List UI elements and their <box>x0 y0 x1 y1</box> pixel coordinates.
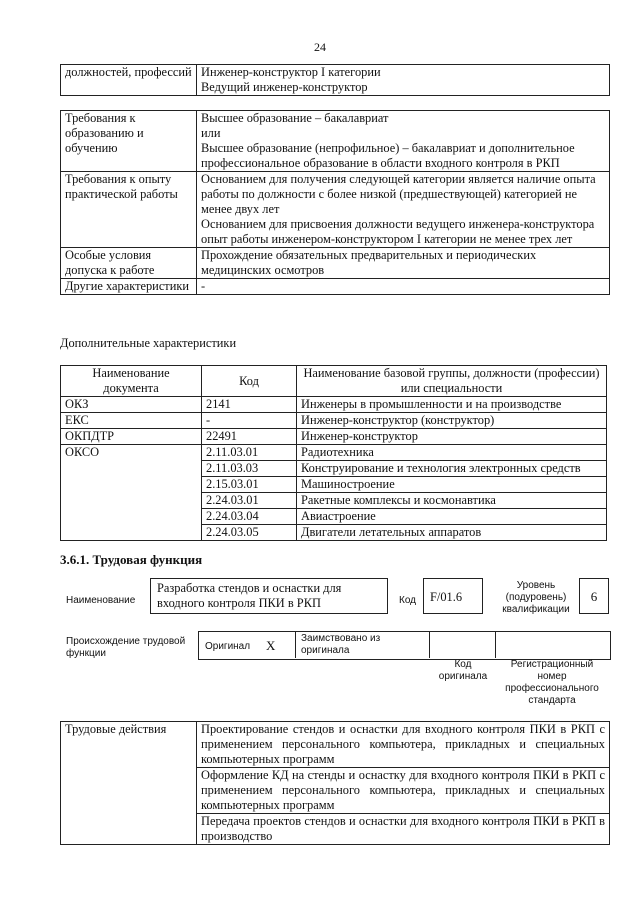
positions-label: должностей, профессий <box>61 65 197 96</box>
origin-divider <box>495 631 496 658</box>
action-item: Проектирование стендов и оснастки для входного контроля ПКИ в РКП с применением персонального компьютера, прикладных и специальных компьютерных программ <box>197 722 610 768</box>
req-value <box>197 111 610 172</box>
req-line: Высшее образование – бакалавриат <box>201 111 389 125</box>
additional-title: Дополнительные характеристики <box>60 336 237 350</box>
cell-doc: ЕКС <box>61 413 202 429</box>
additional-table <box>60 365 607 541</box>
cell-name: Инженеры в промышленности и на производстве <box>297 397 607 413</box>
req-line: или <box>201 126 221 140</box>
req-value: Прохождение обязательных предварительных и периодических медицинских осмотров <box>197 248 610 279</box>
req-label: Другие характеристики <box>61 279 197 295</box>
cell-code: 2.11.03.01 <box>202 445 297 461</box>
function-code-value: F/01.6 <box>423 578 483 614</box>
table-row <box>61 445 607 461</box>
borrowed-label: Заимствовано из оригинала <box>301 633 381 656</box>
positions-table <box>60 64 610 96</box>
cell-code: 2.24.03.04 <box>202 509 297 525</box>
header-doc: Наименование документа <box>61 366 202 397</box>
req-label: Требования к опыту практической работы <box>61 172 197 248</box>
req-row-education <box>61 111 610 172</box>
cell-code: 2.15.03.01 <box>202 477 297 493</box>
req-row-admission <box>61 248 610 279</box>
cell-name: Радиотехника <box>297 445 607 461</box>
additional-header-row <box>61 366 607 397</box>
cell-name: Инженер-конструктор <box>297 429 607 445</box>
origin-label: Происхождение трудовой функции <box>66 636 186 659</box>
req-line: Основанием для присвоения должности ведущего инженера-конструктора опыт работы инженером-конструктором I категории не менее трех лет <box>201 217 595 246</box>
req-label: Требования к образованию и обучению <box>61 111 197 172</box>
header-code: Код <box>202 366 297 397</box>
cell-name: Авиастроение <box>297 509 607 525</box>
actions-table <box>60 721 610 845</box>
table-row <box>61 397 607 413</box>
cell-code: 2.24.03.01 <box>202 493 297 509</box>
function-code-label: Код <box>399 595 417 606</box>
cell-name: Инженер-конструктор (конструктор) <box>297 413 607 429</box>
position-2: Ведущий инженер-конструктор <box>201 80 368 94</box>
req-line: Основанием для получения следующей категории является наличие опыта работы по должности с более низкой (предшествующей) категорией не менее двух лет <box>201 172 596 216</box>
origin-divider <box>295 631 296 658</box>
req-line: Высшее образование (непрофильное) – бакалавриат и дополнительное профессиональное образование в области входного контроля в РКП <box>201 141 575 170</box>
req-row-experience <box>61 172 610 248</box>
cell-name: Машиностроение <box>297 477 607 493</box>
cell-code: 2.24.03.05 <box>202 525 297 541</box>
cell-name: Ракетные комплексы и космонавтика <box>297 493 607 509</box>
actions-label: Трудовые действия <box>61 722 197 845</box>
action-item: Передача проектов стендов и оснастки для входного контроля ПКИ в РКП в производство <box>197 814 610 845</box>
level-label: Уровень (подуровень) квалификации <box>502 580 570 615</box>
function-name-label: Наименование <box>66 595 136 606</box>
cell-doc: ОКПДТР <box>61 429 202 445</box>
req-label: Особые условия допуска к работе <box>61 248 197 279</box>
positions-values <box>197 65 610 96</box>
header-name: Наименование базовой группы, должности (профессии) или специальности <box>297 366 607 397</box>
function-heading: 3.6.1. Трудовая функция <box>60 552 203 567</box>
req-value <box>197 172 610 248</box>
table-row <box>61 413 607 429</box>
action-item: Оформление КД на стенды и оснастку для входного контроля ПКИ в РКП с применением персонального компьютера, прикладных и специальных компьютерных программ <box>197 768 610 814</box>
table-row <box>61 722 610 768</box>
page-number: 24 <box>314 40 326 54</box>
cell-name: Конструирование и технология электронных средств <box>297 461 607 477</box>
cell-doc: ОКСО <box>61 445 202 541</box>
original-label: Оригинал <box>205 641 251 652</box>
cell-code: 2.11.03.03 <box>202 461 297 477</box>
cell-code: 22491 <box>202 429 297 445</box>
cell-code: 2141 <box>202 397 297 413</box>
function-name-value: Разработка стендов и оснастки для входного контроля ПКИ в РКП <box>150 578 388 614</box>
code-original-label: Код оригинала <box>438 659 488 682</box>
position-1: Инженер-конструктор I категории <box>201 65 381 79</box>
cell-doc: ОКЗ <box>61 397 202 413</box>
reg-number-label: Регистрационный номер профессионального стандарта <box>505 659 599 706</box>
cell-code: - <box>202 413 297 429</box>
requirements-table <box>60 110 610 295</box>
table-row <box>61 429 607 445</box>
original-mark: X <box>266 638 276 653</box>
req-value: - <box>197 279 610 295</box>
level-value: 6 <box>579 578 609 614</box>
cell-name: Двигатели летательных аппаратов <box>297 525 607 541</box>
origin-divider <box>429 631 430 658</box>
req-row-other <box>61 279 610 295</box>
